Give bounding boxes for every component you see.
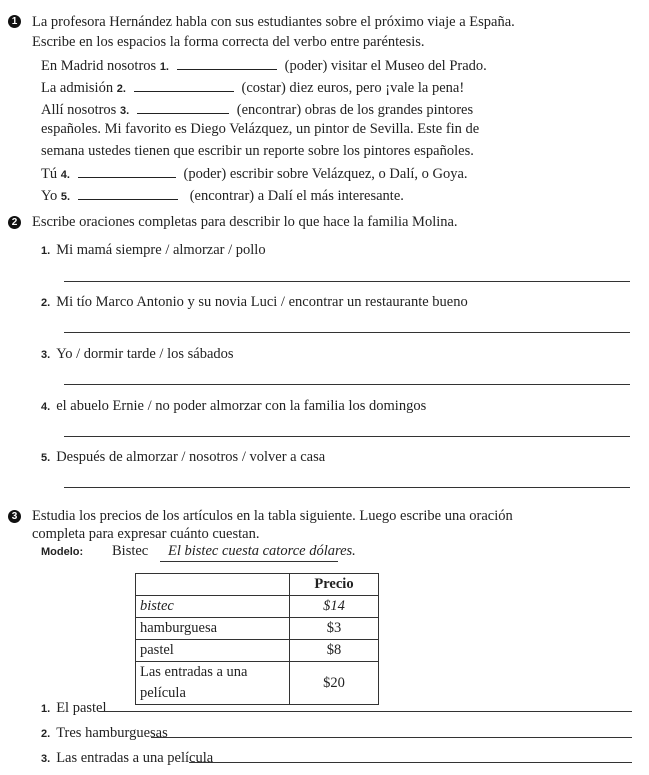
answer-line[interactable] (99, 711, 632, 712)
section-2-number-icon: 2 (8, 216, 21, 229)
table-cell: bistec (136, 596, 290, 618)
item-number: 2. (41, 728, 51, 740)
answer-line[interactable] (64, 332, 630, 333)
section-3-instructions: completa para expresar cuánto cuestan. (32, 526, 260, 542)
item-prompt: el abuelo Ernie / no poder almorzar con la familia los domingos (56, 398, 427, 414)
list-item (41, 241, 266, 259)
table-header-cell: Precio (290, 574, 379, 596)
answer-blank-5[interactable] (78, 186, 178, 200)
blank-number: 1. (159, 61, 169, 73)
list-item (41, 397, 426, 415)
item-number: 4. (41, 401, 51, 413)
list-item (41, 699, 107, 717)
item-number: 5. (41, 452, 51, 464)
table-cell: Las entradas a una película (136, 662, 290, 705)
table-row (136, 596, 379, 618)
blank-number: 4. (60, 169, 70, 181)
table-cell: pastel (136, 640, 290, 662)
item-number: 1. (41, 245, 51, 257)
list-item (41, 724, 168, 742)
paragraph-line (41, 186, 404, 204)
table-cell: hamburguesa (136, 618, 290, 640)
list-item (41, 448, 325, 466)
answer-line[interactable] (151, 737, 632, 738)
table-header-cell (136, 574, 290, 596)
model-answer: El bistec cuesta catorce dólares. (168, 543, 356, 559)
model-label: Modelo: (41, 546, 84, 558)
item-prompt: Mi mamá siempre / almorzar / pollo (56, 242, 266, 258)
price-table (135, 573, 379, 705)
line-text: Allí nosotros (41, 102, 117, 118)
item-prompt: Mi tío Marco Antonio y su novia Luci / encontrar un restaurante bueno (56, 294, 468, 310)
table-row (136, 640, 379, 662)
table-row (136, 618, 379, 640)
item-number: 3. (41, 753, 51, 765)
line-text: (encontrar) obras de los grandes pintores (236, 102, 474, 118)
line-text: (encontrar) a Dalí el más interesante. (189, 188, 404, 204)
section-1-number-icon: 1 (8, 15, 21, 28)
item-prompt: El pastel (56, 700, 107, 716)
table-cell: $8 (290, 640, 379, 662)
line-text: En Madrid nosotros (41, 58, 157, 74)
item-prompt: Las entradas a una película (56, 750, 214, 766)
paragraph-line (41, 78, 464, 96)
model-underline (160, 561, 338, 562)
line-text: (poder) visitar el Museo del Prado. (284, 58, 487, 74)
line-text: La admisión (41, 80, 114, 96)
table-header-row (136, 574, 379, 596)
section-2-instructions: Escribe oraciones completas para describir lo que hace la familia Molina. (32, 214, 458, 230)
blank-number: 5. (60, 191, 71, 203)
paragraph-line (41, 100, 473, 118)
line-text: (poder) escribir sobre Velázquez, o Dalí, o Goya. (183, 166, 468, 182)
list-item (41, 749, 213, 767)
paragraph-line (41, 56, 487, 74)
answer-blank-3[interactable] (137, 100, 229, 114)
table-cell: $14 (290, 596, 379, 618)
answer-blank-4[interactable] (78, 164, 176, 178)
section-1-instructions: La profesora Hernández habla con sus estudiantes sobre el próximo viaje a España. (32, 14, 515, 30)
answer-blank-1[interactable] (177, 56, 277, 70)
item-number: 3. (41, 349, 51, 361)
answer-line[interactable] (189, 762, 632, 763)
item-prompt: Tres hamburguesas (56, 725, 168, 741)
item-number: 2. (41, 297, 51, 309)
table-cell: $20 (290, 662, 379, 705)
paragraph-line: semana ustedes tienen que escribir un reporte sobre los pintores españoles. (41, 143, 474, 159)
item-prompt: Yo / dormir tarde / los sábados (56, 346, 234, 362)
list-item (41, 345, 234, 363)
table-row (136, 662, 379, 705)
item-number: 1. (41, 703, 51, 715)
answer-line[interactable] (64, 487, 630, 488)
answer-line[interactable] (64, 281, 630, 282)
blank-number: 2. (116, 83, 126, 95)
paragraph-line (41, 164, 468, 182)
model-item: Bistec (112, 543, 149, 559)
answer-blank-2[interactable] (134, 78, 234, 92)
blank-number: 3. (119, 105, 130, 117)
line-text: Tú (41, 166, 58, 182)
section-3-number-icon: 3 (8, 510, 21, 523)
table-cell: $3 (290, 618, 379, 640)
answer-line[interactable] (64, 436, 630, 437)
section-3-instructions: Estudia los precios de los artículos en la tabla siguiente. Luego escribe una oración (32, 508, 513, 524)
section-1-instructions: Escribe en los espacios la forma correcta del verbo entre paréntesis. (32, 34, 425, 50)
paragraph-line: españoles. Mi favorito es Diego Velázquez, un pintor de Sevilla. Este fin de (41, 121, 480, 137)
list-item (41, 293, 468, 311)
answer-line[interactable] (64, 384, 630, 385)
line-text: (costar) diez euros, pero ¡vale la pena! (241, 80, 465, 96)
line-text: Yo (41, 188, 58, 204)
item-prompt: Después de almorzar / nosotros / volver a casa (56, 449, 326, 465)
